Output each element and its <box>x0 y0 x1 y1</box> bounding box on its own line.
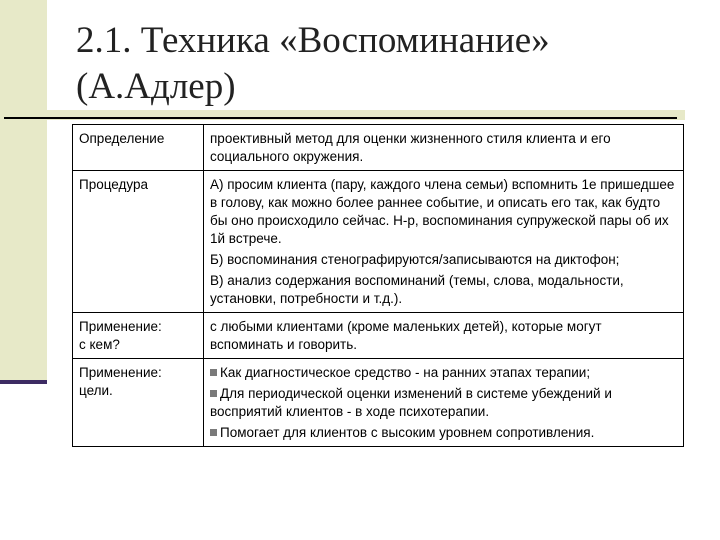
square-bullet-icon <box>210 369 217 376</box>
goal-item <box>210 424 677 442</box>
goal-item <box>210 385 677 421</box>
technique-table <box>72 124 684 447</box>
row-label <box>73 359 204 447</box>
square-bullet-icon <box>210 429 217 436</box>
table-row-application-who <box>73 313 684 359</box>
procedure-step-c: В) анализ содержания воспоминаний (темы, слова, модальности, установки, потребности и т.д.). <box>210 273 624 306</box>
label-application: Применение: <box>79 365 162 380</box>
label-application: Применение: <box>79 319 162 334</box>
row-content <box>204 171 684 313</box>
row-label <box>73 125 204 171</box>
table-row-procedure <box>73 171 684 313</box>
row-content <box>204 125 684 171</box>
definition-text: проективный метод для оценки жизненного стиля клиента и его социального окружения. <box>210 131 611 164</box>
procedure-step-b: Б) воспоминания стенографируются/записываются на диктофон; <box>210 252 620 267</box>
square-bullet-icon <box>210 390 217 397</box>
slide-title-line-1: 2.1. Техника «Воспоминание» <box>76 20 550 61</box>
decorative-side-bar <box>0 0 47 382</box>
row-label <box>73 171 204 313</box>
row-content <box>204 313 684 359</box>
label-definition: Определение <box>79 131 165 146</box>
label-goals: цели. <box>79 383 113 398</box>
label-with-whom: с кем? <box>79 337 120 352</box>
label-procedure: Процедура <box>79 177 149 192</box>
goal-item <box>210 364 677 382</box>
table-row-definition <box>73 125 684 171</box>
title-divider <box>4 117 677 119</box>
row-content <box>204 359 684 447</box>
application-who-text: с любыми клиентами (кроме маленьких детей), которые могут вспоминать и говорить. <box>210 319 602 352</box>
slide-title <box>76 18 676 110</box>
table-row-application-goals <box>73 359 684 447</box>
goal-text: Помогает для клиентов с высоким уровнем сопротивления. <box>220 425 595 440</box>
goal-text: Для периодической оценки изменений в системе убеждений и восприятий клиентов - в ходе психотерапии. <box>210 386 612 419</box>
row-label <box>73 313 204 359</box>
procedure-step-a: А) просим клиента (пару, каждого члена семьи) вспомнить 1е пришедшее в голову, как можно более раннее событие, и описать его так, как будто бы оно происходило сейчас. Н-р, воспоминания супружеской пары об их 1й встрече. <box>210 177 675 246</box>
goal-text: Как диагностическое средство - на ранних этапах терапии; <box>220 365 591 380</box>
decorative-side-accent <box>0 380 47 384</box>
slide-title-line-2: (А.Адлер) <box>76 66 236 107</box>
